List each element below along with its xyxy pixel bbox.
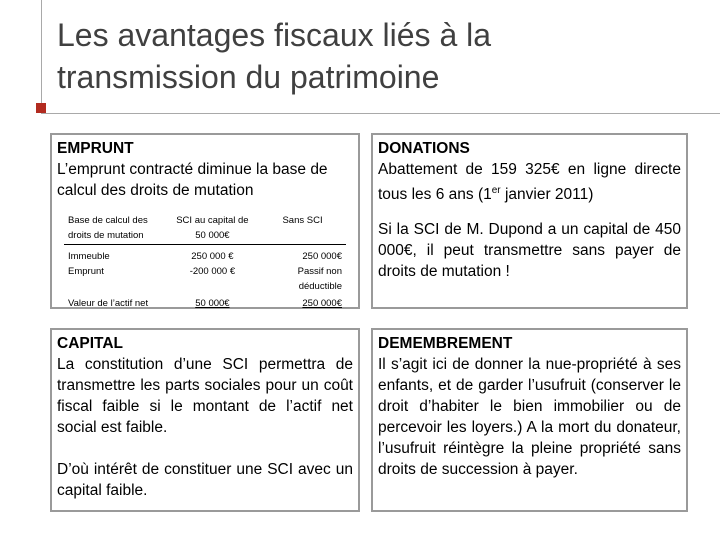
slide-title-line-1: Les avantages fiscaux liés à la (57, 17, 492, 53)
table-header-sans-sci: Sans SCI (259, 213, 346, 245)
title-horizontal-rule (41, 113, 720, 114)
demembrement-text: Il s’agit ici de donner la nue-propriété à ses enfants, et de garder l’usufruit (conserver le droit d’habiter le bien immobilier ou de percevoir les loyers.) A la mort du donateur, l’usufruit réintègre la pleine propriété sans droits de succession à payer. (378, 356, 681, 478)
donations-text-1-end: janvier 2011) (500, 186, 594, 204)
row-immeuble-sans: 250 000€ (302, 251, 342, 262)
accent-square (36, 103, 46, 113)
donations-text-1 (378, 159, 681, 205)
row-actif-sci: 50 000€ (195, 298, 230, 309)
slide-title-line-2: transmission du patrimoine (57, 59, 440, 95)
table-header-row (64, 213, 346, 245)
row-immeuble-sci: 250 000 € (191, 251, 234, 262)
donations-box (371, 133, 688, 309)
donations-text-2: Si la SCI de M. Dupond a un capital de 450 000€, il peut transmettre sans payer de droits de mutation ! (378, 221, 681, 281)
row-actif-sans: 250 000€ (302, 298, 342, 309)
capital-text-2: D’où intérêt de constituer une SCI avec un capital faible. (57, 461, 353, 499)
capital-text-1: La constitution d’une SCI permettra de transmettre les parts sociales pour un coût fiscal faible si le montant de l’actif net social est faible. (57, 356, 353, 436)
emprunt-table (64, 213, 346, 311)
slide-title (57, 14, 677, 98)
title-vertical-rule (41, 0, 42, 108)
table-header-sci: SCI au capital de 50 000€ (166, 213, 259, 245)
row-emprunt-sans: Passif non déductible (297, 266, 342, 292)
demembrement-box (371, 328, 688, 512)
emprunt-box (50, 133, 360, 309)
donations-heading: DONATIONS (378, 140, 470, 157)
demembrement-heading: DEMEMBREMENT (378, 335, 513, 352)
row-actif-label: Valeur de l’actif net (68, 298, 149, 309)
row-emprunt-sci: -200 000 € (189, 266, 236, 277)
capital-heading: CAPITAL (57, 335, 124, 352)
table-row (64, 294, 346, 311)
row-immeuble-label: Immeuble (68, 251, 110, 262)
table-row (64, 264, 346, 294)
donations-text-1-main: Abattement de 159 325€ en ligne directe tous les 6 ans (1 (378, 161, 681, 204)
table-row (64, 245, 346, 265)
donations-superscript: er (491, 185, 501, 196)
emprunt-text: L’emprunt contracté diminue la base de calcul des droits de mutation (57, 161, 328, 199)
capital-box (50, 328, 360, 512)
emprunt-heading: EMPRUNT (57, 140, 134, 157)
table-header-base: Base de calcul des droits de mutation (64, 213, 166, 245)
row-emprunt-label: Emprunt (68, 266, 104, 277)
